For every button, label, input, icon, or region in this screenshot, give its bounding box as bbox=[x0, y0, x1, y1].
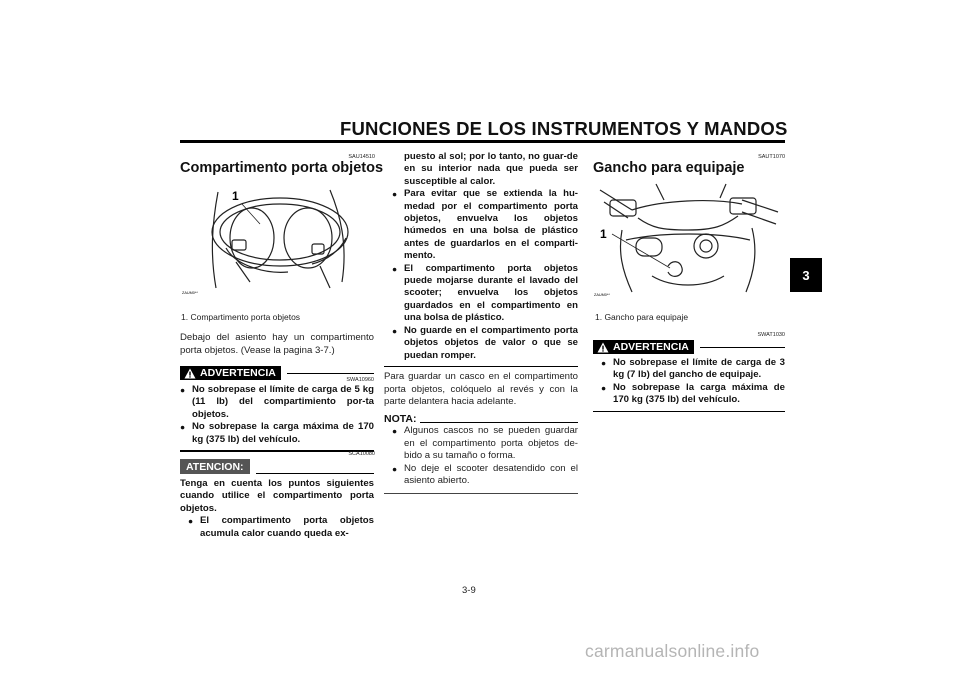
warning-triangle-icon bbox=[597, 342, 609, 353]
list-item: ● Para evitar que se extienda la hu-medad por el compartimento porta objetos, envuelva los objetos húmedos en una bolsa de plástico antes de guardarlos en el comparti-mento. bbox=[392, 188, 578, 262]
nota-label: NOTA: bbox=[384, 413, 417, 425]
intro-paragraph: Debajo del asiento hay un compartimento porta objetos. (Vease la pagina 3-7.) bbox=[180, 332, 374, 356]
warning-label: ADVERTENCIA bbox=[613, 341, 689, 353]
watermark: carmanualsonline.info bbox=[585, 641, 760, 661]
page-number: 3-9 bbox=[462, 585, 476, 596]
warning-triangle-icon bbox=[184, 368, 196, 379]
helmet-paragraph: Para guardar un casco en el compartimento porta objetos, colóquelo al revés y con la parte delantera hacia adelante. bbox=[384, 371, 578, 408]
storage-compartment-illustration bbox=[180, 184, 375, 300]
luggage-hook-illustration bbox=[592, 180, 786, 302]
list-item: ● No sobrepase el límite de carga de 3 kg (7 lb) del gancho de equipaje. bbox=[601, 357, 785, 381]
list-item: ● El compartimento porta objetos puede mojarse durante el lavado del scooter; envuelva los objetos guardados en el compartimento en una bolsa de plástico. bbox=[392, 262, 578, 324]
caution-continuation bbox=[384, 151, 578, 367]
warning-code: SWAT1030 bbox=[757, 332, 785, 338]
figure-caption: 1. Gancho para equipaje bbox=[595, 312, 689, 322]
list-item: ● Algunos cascos no se pueden guardar en el compartimento porta objetos de-bido a su tamaño o forma. bbox=[392, 425, 578, 462]
list-item: ● No deje el scooter desatendido con el asiento abierto. bbox=[392, 462, 578, 487]
warning-block bbox=[593, 340, 785, 412]
figure-callout: 1 bbox=[232, 189, 239, 203]
figure-caption: 1. Compartimento porta objetos bbox=[181, 312, 301, 322]
nota-block bbox=[384, 413, 578, 494]
header-rule bbox=[180, 140, 785, 143]
caution-badge: ATENCION: bbox=[180, 459, 250, 474]
list-item: ● El compartimento porta objetos acumula calor cuando queda ex- bbox=[188, 515, 374, 539]
continuation-text: puesto al sol; por lo tanto, no guar-de en su interior nada que pueda ser susceptible al calor. bbox=[404, 151, 578, 187]
page-header-title: FUNCIONES DE LOS INSTRUMENTOS Y MANDOS bbox=[340, 118, 788, 139]
caution-code: SCA10080 bbox=[348, 451, 375, 457]
section-code: SAU14510 bbox=[348, 154, 375, 160]
caution-block bbox=[180, 459, 374, 540]
figure-callout: 1 bbox=[600, 227, 607, 241]
section-code: SAUT1070 bbox=[758, 154, 785, 160]
warning-badge bbox=[180, 366, 281, 380]
warning-badge bbox=[593, 340, 694, 354]
list-item: ● No guarde en el compartimento porta objetos objetos de valor o que se puedan romper. bbox=[392, 324, 578, 361]
list-item: ● No sobrepase el límite de carga de 5 kg (11 lb) del compartimiento por-ta objetos. bbox=[180, 384, 374, 420]
warning-label: ADVERTENCIA bbox=[200, 367, 276, 379]
warning-block bbox=[180, 366, 374, 452]
list-item: ● No sobrepase la carga máxima de 170 kg (375 lb) del vehículo. bbox=[180, 421, 374, 445]
warning-code: SWA10960 bbox=[346, 377, 374, 383]
section-title: Compartimento porta objetos bbox=[180, 160, 384, 176]
chapter-tab: 3 bbox=[790, 258, 822, 292]
figure-code: ZAUM0** bbox=[182, 291, 198, 295]
caution-text: Tenga en cuenta los puntos siguientes cuando utilice el compartimento porta objetos. bbox=[180, 478, 374, 514]
figure-code: ZAUM0** bbox=[594, 293, 610, 297]
section-title: Gancho para equipaje bbox=[593, 160, 745, 176]
list-item: ● No sobrepase la carga máxima de 170 kg (375 lb) del vehículo. bbox=[601, 381, 785, 406]
